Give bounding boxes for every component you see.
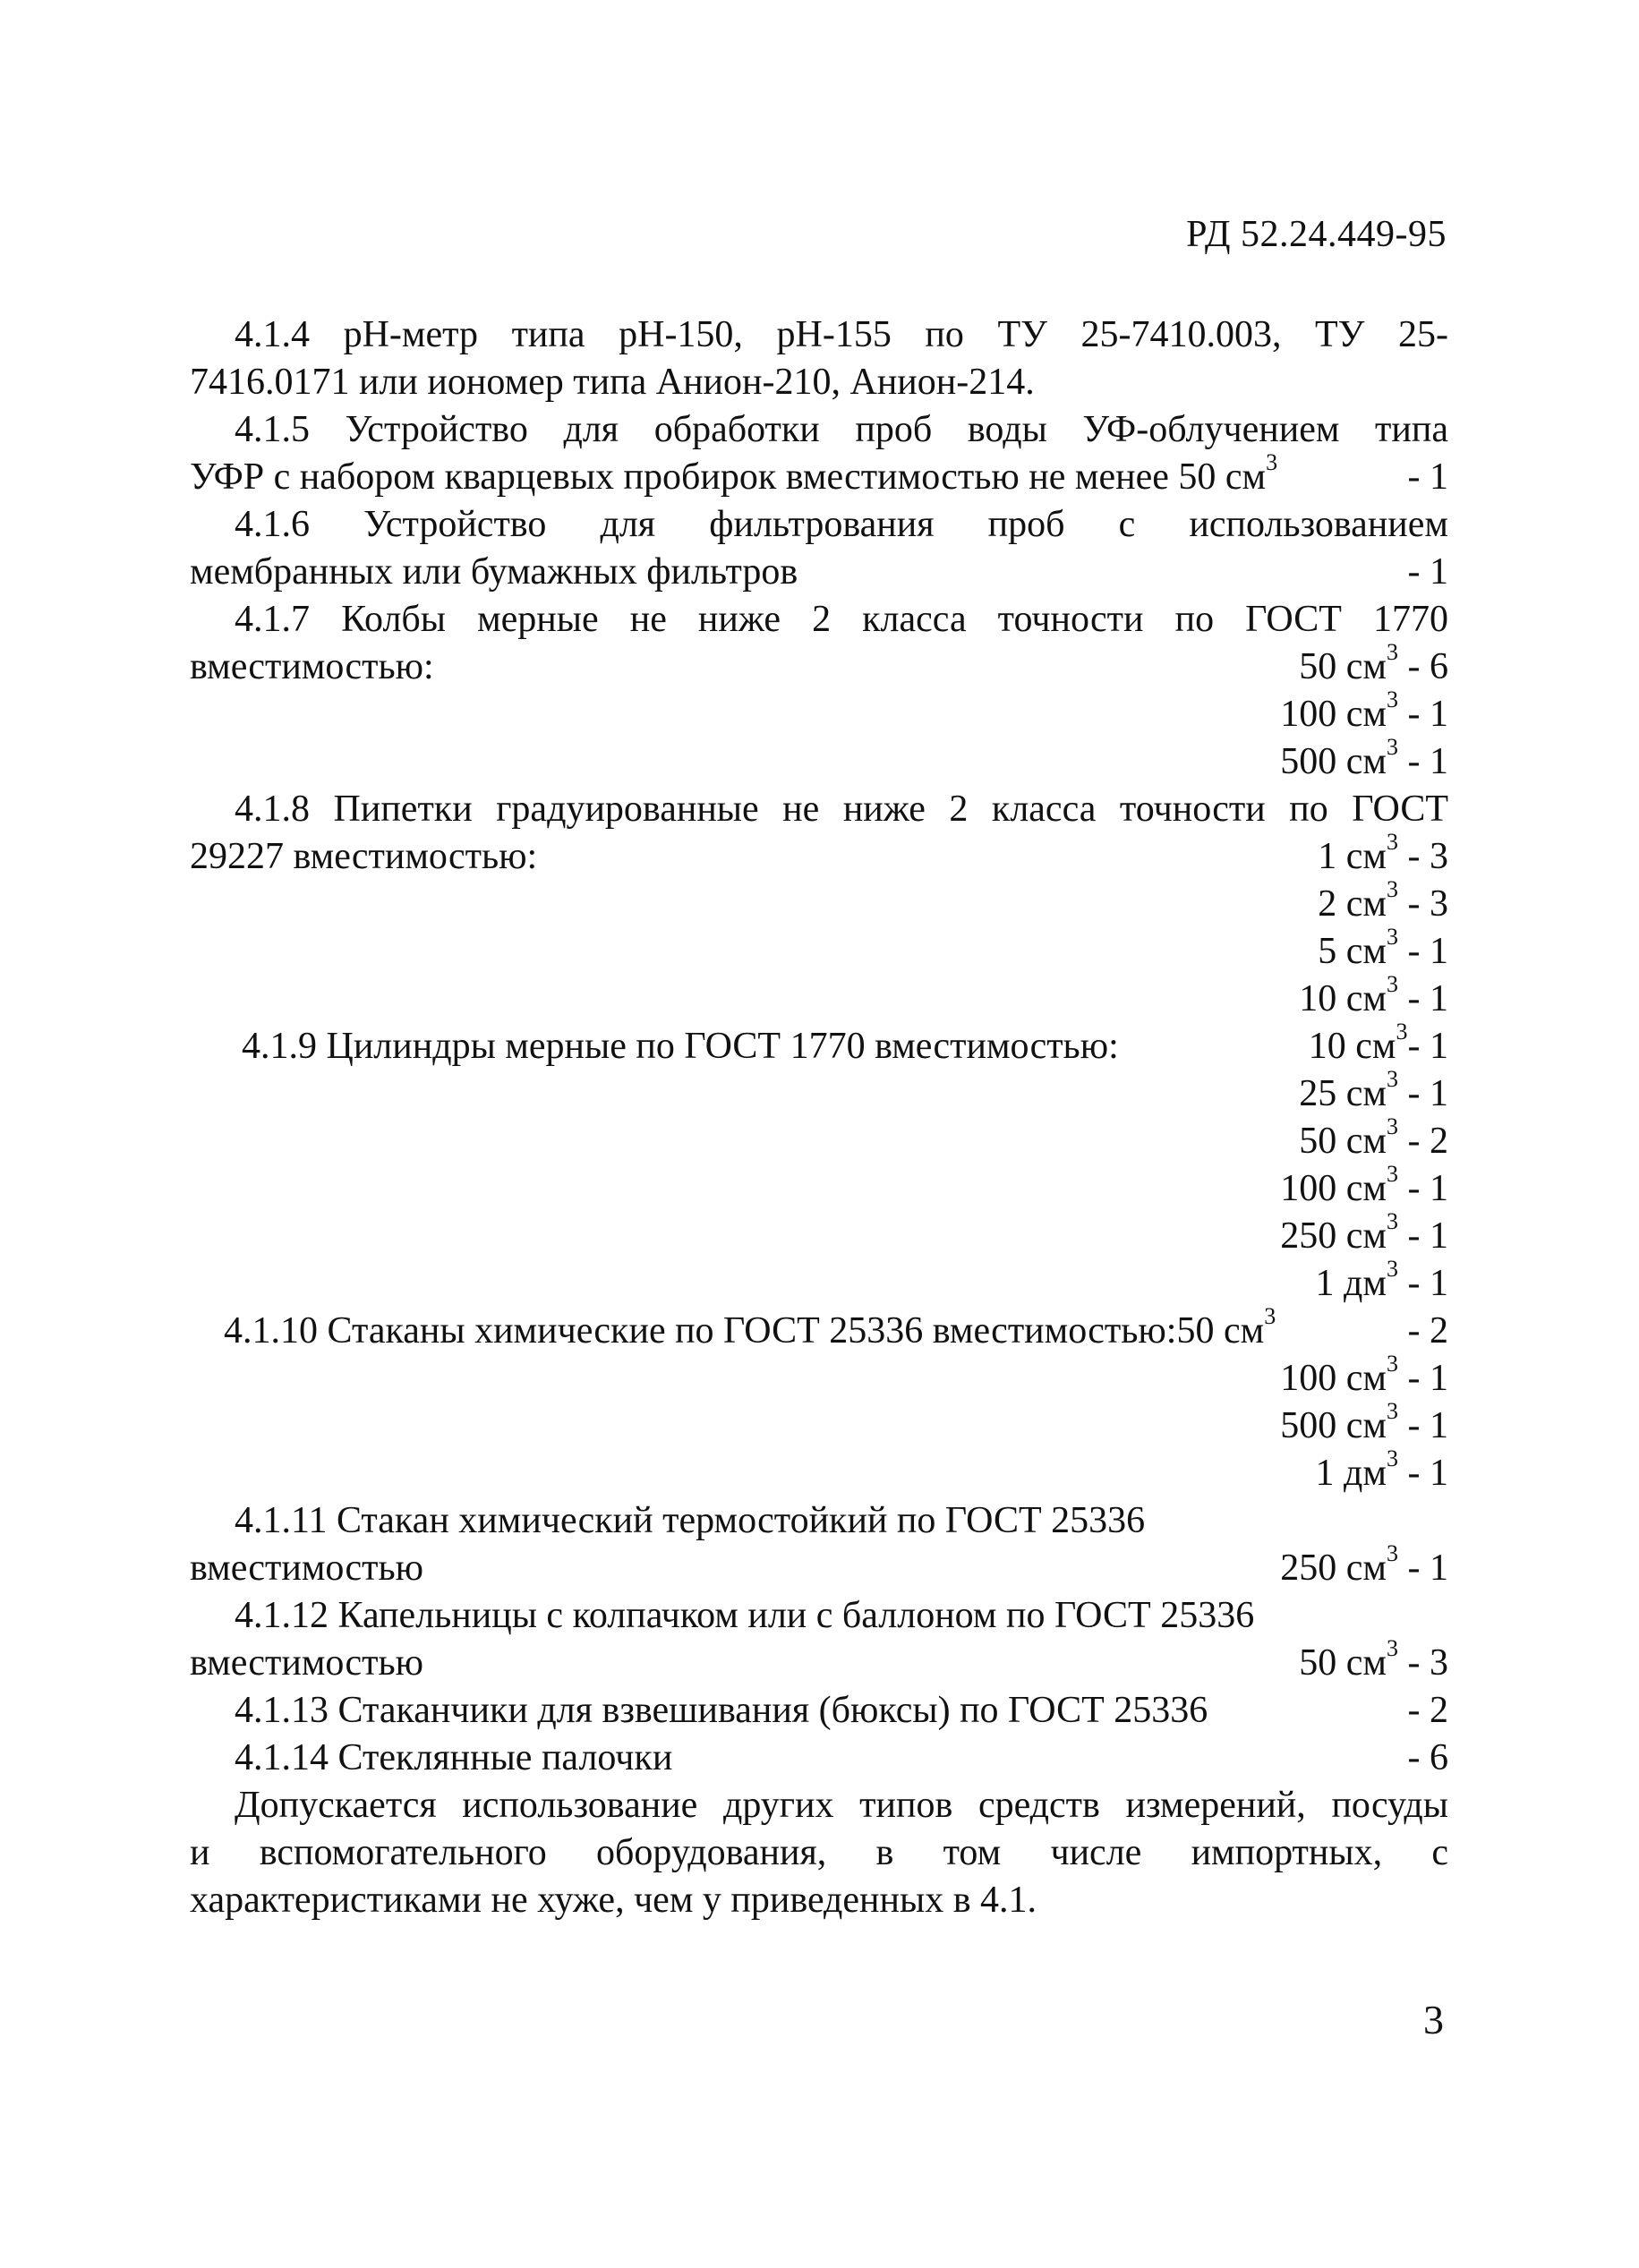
superscript: 3 xyxy=(1387,1635,1398,1661)
item-4-1-14-count: - 6 xyxy=(1407,1737,1448,1778)
volume-entry xyxy=(1280,686,1448,738)
item-4-1-10-description: 4.1.10 Стаканы химические по ГОСТ 25336 вместимостью: xyxy=(224,1310,1177,1351)
equipment-list xyxy=(190,311,1448,1924)
superscript: 3 xyxy=(1387,971,1398,997)
volume-entry xyxy=(1280,1208,1448,1260)
count: - 1 xyxy=(1398,1263,1448,1304)
volume: 500 см xyxy=(1280,741,1387,782)
superscript: 3 xyxy=(1387,1113,1398,1139)
item-4-1-9-volume-row xyxy=(190,1161,1448,1213)
count: - 1 xyxy=(1398,1073,1448,1114)
volume: 25 см xyxy=(1299,1073,1387,1114)
count: - 1 xyxy=(1398,1215,1448,1257)
volume-entry xyxy=(1299,1066,1448,1118)
volume: 1 см xyxy=(1318,836,1387,877)
item-4-1-6-text: мембранных или бумажных фильтров xyxy=(190,551,798,593)
item-4-1-10-volume-row xyxy=(190,1351,1448,1403)
volume-entry xyxy=(1280,1161,1448,1213)
volume: 2 см xyxy=(1318,883,1387,925)
volume-entry xyxy=(1318,876,1448,928)
volume-entry xyxy=(1299,639,1448,691)
count: - 2 xyxy=(1398,1121,1448,1162)
item-4-1-7-line-1: 4.1.7 Колбы мерные не ниже 2 класса точности по ГОСТ 1770 xyxy=(235,599,1448,640)
superscript: 3 xyxy=(1387,734,1398,760)
superscript: 3 xyxy=(1387,1540,1398,1566)
count: - 1 xyxy=(1398,1168,1448,1209)
count: - 6 xyxy=(1398,646,1448,687)
volume: 100 см xyxy=(1280,694,1387,735)
item-4-1-9-volume-row xyxy=(190,1113,1448,1165)
item-4-1-13 xyxy=(190,1687,1448,1735)
volume-entry xyxy=(1308,1019,1448,1070)
closing-paragraph-text: характеристиками не хуже, чем у приведенных в 4.1. xyxy=(190,1880,1037,1921)
volume-entry xyxy=(1318,829,1448,881)
volume-entry xyxy=(1280,1540,1448,1592)
item-4-1-14-text: 4.1.14 Стеклянные палочки xyxy=(235,1737,673,1778)
count: - 3 xyxy=(1398,836,1448,877)
volume-entry xyxy=(1280,1398,1448,1450)
count: - 3 xyxy=(1398,883,1448,925)
item-4-1-9-volume-row xyxy=(190,1256,1448,1308)
item-4-1-11-text: 4.1.11 Стакан химический термостойкий по ГОСТ 25336 xyxy=(235,1500,1146,1541)
item-4-1-12-capacity-label: вместимостью xyxy=(190,1642,424,1684)
item-4-1-11-line-1 xyxy=(190,1497,1448,1545)
count: - 1 xyxy=(1407,1026,1448,1067)
superscript: 3 xyxy=(1387,829,1398,855)
item-4-1-8-line-1: 4.1.8 Пипетки градуированные не ниже 2 класса точности по ГОСТ xyxy=(235,789,1448,830)
volume: 500 см xyxy=(1280,1405,1387,1446)
superscript: 3 xyxy=(1387,639,1398,665)
item-4-1-12-text: 4.1.12 Капельницы с колпачком или с баллоном по ГОСТ 25336 xyxy=(235,1595,1255,1636)
volume: 5 см xyxy=(1318,931,1387,972)
document-code: РД 52.24.449-95 xyxy=(1186,214,1447,255)
superscript: 3 xyxy=(1387,1445,1398,1471)
item-4-1-7-volume-row xyxy=(190,686,1448,738)
item-4-1-6-count: - 1 xyxy=(1407,551,1448,593)
superscript: 3 xyxy=(1387,1161,1398,1187)
count: - 1 xyxy=(1398,694,1448,735)
item-4-1-10-volume-row xyxy=(190,1398,1448,1450)
page-number: 3 xyxy=(1423,1997,1444,2042)
item-4-1-9-volume-row xyxy=(190,1066,1448,1118)
item-4-1-10-volume-row xyxy=(190,1445,1448,1497)
item-4-1-13-count: - 2 xyxy=(1407,1690,1448,1731)
item-4-1-7-text: вместимостью: xyxy=(190,646,434,687)
volume-entry xyxy=(1280,1351,1448,1403)
count: - 1 xyxy=(1398,1358,1448,1399)
superscript: 3 xyxy=(1387,1208,1398,1234)
item-4-1-5-line-1: 4.1.5 Устройство для обработки проб воды УФ-облучением типа xyxy=(235,409,1448,450)
count: - 1 xyxy=(1398,1405,1448,1446)
item-4-1-6-line-1: 4.1.6 Устройство для фильтрования проб с использованием xyxy=(235,504,1448,545)
superscript: 3 xyxy=(1387,1256,1398,1282)
count: - 1 xyxy=(1398,1548,1448,1589)
volume-entry xyxy=(1315,1256,1448,1308)
item-4-1-9-text: 4.1.9 Цилиндры мерные по ГОСТ 1770 вместимостью: xyxy=(242,1026,1119,1067)
volume-entry xyxy=(1299,971,1448,1023)
superscript: 3 xyxy=(1387,876,1398,902)
item-4-1-6-line-2 xyxy=(190,549,1448,596)
count: - 1 xyxy=(1398,931,1448,972)
count: - 1 xyxy=(1398,1453,1448,1494)
item-4-1-4-line-2 xyxy=(190,359,1448,406)
superscript: 3 xyxy=(1387,686,1398,712)
item-4-1-5-description: УФР с набором кварцевых пробирок вместимостью не менее 50 см xyxy=(190,456,1267,498)
item-4-1-4-line-1: 4.1.4 рН-метр типа рН-150, рН-155 по ТУ 25-7410.003, ТУ 25- xyxy=(235,314,1448,355)
item-4-1-9-volume-row xyxy=(190,1208,1448,1260)
superscript: 3 xyxy=(1266,449,1278,475)
volume: 250 см xyxy=(1280,1548,1387,1589)
volume-entry xyxy=(1315,1445,1448,1497)
item-4-1-5-line-2 xyxy=(190,449,1448,501)
item-4-1-10-text xyxy=(224,1303,1276,1355)
superscript: 3 xyxy=(1396,1019,1408,1044)
item-4-1-8-volume-row xyxy=(190,924,1448,976)
superscript: 3 xyxy=(1387,1351,1398,1377)
count: - 2 xyxy=(1407,1310,1448,1351)
item-4-1-10-line-1 xyxy=(190,1303,1448,1355)
volume-entry xyxy=(1299,1635,1448,1687)
item-4-1-14 xyxy=(190,1735,1448,1782)
item-4-1-5-text xyxy=(190,449,1278,501)
superscript: 3 xyxy=(1387,1066,1398,1092)
volume: 50 см xyxy=(1299,1121,1387,1162)
volume-entry xyxy=(1318,924,1448,976)
volume: 50 см xyxy=(1176,1310,1265,1351)
volume: 100 см xyxy=(1280,1358,1387,1399)
item-4-1-8-text: 29227 вместимостью: xyxy=(190,836,538,877)
volume: 250 см xyxy=(1280,1215,1387,1257)
item-4-1-11-capacity-label: вместимостью xyxy=(190,1548,424,1589)
item-4-1-8-volume-row xyxy=(190,971,1448,1023)
volume: 50 см xyxy=(1299,646,1387,687)
item-4-1-8-line-2 xyxy=(190,829,1448,881)
superscript: 3 xyxy=(1264,1303,1276,1329)
volume: 1 дм xyxy=(1315,1453,1387,1494)
superscript: 3 xyxy=(1387,924,1398,950)
count: - 1 xyxy=(1398,741,1448,782)
volume: 50 см xyxy=(1299,1642,1387,1684)
item-4-1-11-line-2 xyxy=(190,1540,1448,1592)
closing-paragraph-line-1: Допускается использование других типов средств измерений, посуды xyxy=(235,1785,1448,1826)
volume-entry xyxy=(1299,1113,1448,1165)
item-4-1-12-line-2 xyxy=(190,1635,1448,1687)
count: - 3 xyxy=(1398,1642,1448,1684)
volume-entry xyxy=(1280,734,1448,786)
item-4-1-12-line-1 xyxy=(190,1592,1448,1640)
item-4-1-9-line-1 xyxy=(190,1019,1448,1070)
item-4-1-4-text: 7416.0171 или иономер типа Анион-210, Анион-214. xyxy=(190,362,1035,403)
volume: 10 см xyxy=(1299,978,1387,1019)
item-4-1-13-text: 4.1.13 Стаканчики для взвешивания (бюксы) по ГОСТ 25336 xyxy=(235,1690,1208,1731)
closing-paragraph-line-3 xyxy=(190,1877,1448,1924)
item-4-1-5-count: - 1 xyxy=(1407,456,1448,498)
item-4-1-7-line-2 xyxy=(190,639,1448,691)
item-4-1-7-volume-row xyxy=(190,734,1448,786)
superscript: 3 xyxy=(1387,1398,1398,1424)
item-4-1-8-volume-row xyxy=(190,876,1448,928)
volume: 100 см xyxy=(1280,1168,1387,1209)
count: - 1 xyxy=(1398,978,1448,1019)
volume: 10 см xyxy=(1308,1026,1396,1067)
closing-paragraph-line-2: и вспомогательного оборудования, в том числе импортных, с xyxy=(190,1832,1448,1873)
volume: 1 дм xyxy=(1315,1263,1387,1304)
